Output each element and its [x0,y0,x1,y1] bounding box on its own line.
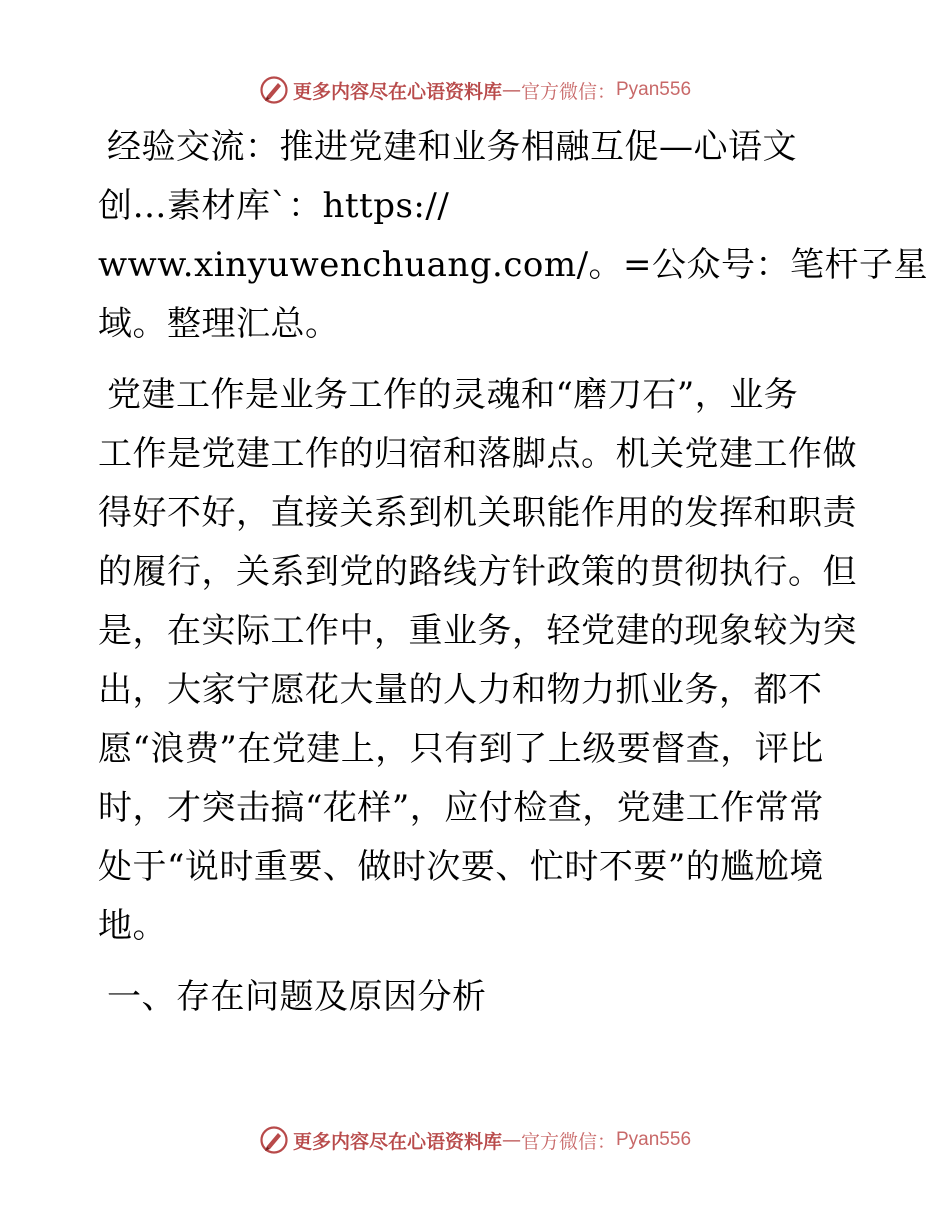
paragraph-line: 是，在实际工作中，重业务，轻党建的现象较为突 [98,611,857,651]
paragraph-line: 处于“说时重要、做时次要、忙时不要”的尴尬境 [98,847,824,887]
header-watermark-banner [0,70,950,110]
banner-title: 更多内容尽在心语资料库 [292,1130,502,1153]
pen-logo-icon [259,1125,289,1155]
banner-dash: — [501,79,521,101]
footer-watermark-banner [0,1120,950,1160]
paragraph-line: 地。 [98,906,167,946]
banner-wechat-id: Pyan556 [616,1129,692,1150]
banner-title: 更多内容尽在心语资料库 [292,80,502,103]
paragraph-line: 时，才突击搞“花样”，应付检查，党建工作常常 [98,788,824,828]
paragraph-line: 出，大家宁愿花大量的人力和物力抓业务，都不 [98,670,823,710]
banner-wechat-id: Pyan556 [616,79,692,100]
section-heading: 一、存在问题及原因分析 [107,977,487,1017]
banner-wechat-label: 官方微信： [520,1130,616,1153]
paragraph-line: 得好不好，直接关系到机关职能作用的发挥和职责 [98,493,857,533]
banner-dash: — [501,1129,521,1151]
paragraph-line: 党建工作是业务工作的灵魂和“磨刀石”，业务 [107,375,799,415]
pen-logo-icon [259,75,289,105]
intro-line: 域。整理汇总。 [98,304,340,344]
intro-line: 创…素材库`：https:// [98,186,450,226]
paragraph-line: 工作是党建工作的归宿和落脚点。机关党建工作做 [98,434,857,474]
banner-wechat-label: 官方微信： [520,80,616,103]
intro-line: 经验交流：推进党建和业务相融互促—心语文 [107,127,797,167]
intro-line: www.xinyuwenchuang.com/。=公众号：笔杆子星 [98,245,929,285]
paragraph-line: 愿“浪费”在党建上，只有到了上级要督查，评比 [98,729,824,769]
paragraph-line: 的履行，关系到党的路线方针政策的贯彻执行。但 [98,552,857,592]
